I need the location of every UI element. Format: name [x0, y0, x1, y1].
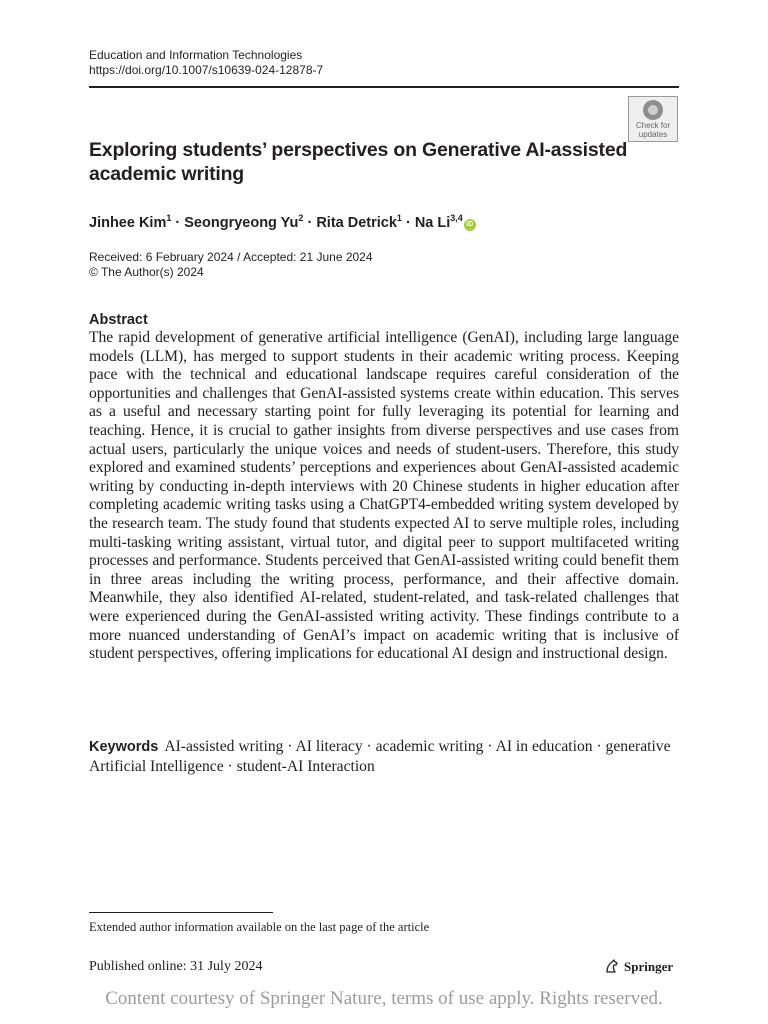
author-name[interactable]: Seongryeong Yu: [184, 215, 299, 231]
keywords-label: Keywords: [89, 739, 159, 755]
author-name[interactable]: Rita Detrick: [316, 215, 397, 231]
author-affiliation: 2: [298, 213, 304, 223]
abstract-heading: Abstract: [89, 312, 148, 328]
author-separator: ·: [171, 215, 185, 231]
springer-horse-icon: [604, 958, 620, 974]
author-affiliation: 3,4: [450, 213, 463, 223]
header-divider: [89, 86, 679, 88]
check-for-updates-badge[interactable]: [628, 96, 678, 142]
article-dates: [89, 250, 373, 280]
author-name[interactable]: Na Li: [414, 215, 451, 231]
author-list: [89, 208, 476, 233]
journal-header: [89, 48, 323, 78]
publisher-name: Springer: [624, 959, 674, 974]
author-separator: ·: [303, 215, 317, 231]
author-info-footnote: Extended author information available on the last page of the article: [89, 920, 430, 934]
copyright-notice: © The Author(s) 2024: [89, 265, 204, 279]
keywords-section: [89, 737, 679, 776]
footnote-divider: [89, 912, 273, 913]
publisher-logo: [604, 958, 673, 976]
author-separator: ·: [401, 215, 415, 231]
keywords-list: AI-assisted writing · AI literacy · academic writing · AI in education · generative Artificial Intelligence · student-AI Interaction: [89, 738, 671, 775]
doi-link[interactable]: https://doi.org/10.1007/s10639-024-12878-7: [89, 63, 324, 77]
author-name[interactable]: Jinhee Kim: [89, 215, 167, 231]
author-affiliation: 1: [396, 213, 402, 223]
published-date: Published online: 31 July 2024: [89, 959, 263, 974]
received-accepted-dates: Received: 6 February 2024 / Accepted: 21 June 2024: [89, 250, 373, 264]
content-courtesy-watermark: Content courtesy of Springer Nature, terms of use apply. Rights reserved.: [105, 988, 663, 1009]
author-affiliation: 1: [166, 213, 172, 223]
journal-name: Education and Information Technologies: [89, 48, 303, 62]
article-title: Exploring students’ perspectives on Generative AI-assisted academic writing: [89, 139, 628, 185]
check-updates-label: Check for updates: [635, 121, 671, 139]
abstract-body: The rapid development of generative artificial intelligence (GenAI), including large language models (LLM), has merged to support students in their academic writing process. Keeping pace with the technical and educational landscape requires careful consideration of the opportunities and challenges that GenAI-assisted systems create within education. This serves as a useful and necessary starting point for fully leveraging its potential for learning and teaching. Hence, it is crucial to gather insights from diverse perspectives and use cases from actual users, particularly the unique voices and needs of student-users. Therefore, this study explored and examined students’ perceptions and experiences about GenAI-assisted academic writing by conducting in-depth interviews with 20 Chinese students in higher education after completing academic writing tasks using a ChatGPT4-embedded writing system developed by the research team. The study found that students expected AI to serve multiple roles, including multi-tasking writing assistant, virtual tutor, and digital peer to support multifaceted writing processes and performance. Students perceived that GenAI-assisted writing could benefit them in three areas including the writing process, performance, and their affective domain. Meanwhile, they also identified AI-related, student-related, and task-related challenges that were experienced during the GenAI-assisted writing activity. These findings contribute to a more nuanced understanding of GenAI’s impact on academic writing that is inclusive of student perspectives, offering implications for educational AI design and instructional design.: [89, 329, 679, 663]
orcid-icon[interactable]: iD: [464, 219, 476, 231]
check-updates-icon: [643, 100, 663, 120]
